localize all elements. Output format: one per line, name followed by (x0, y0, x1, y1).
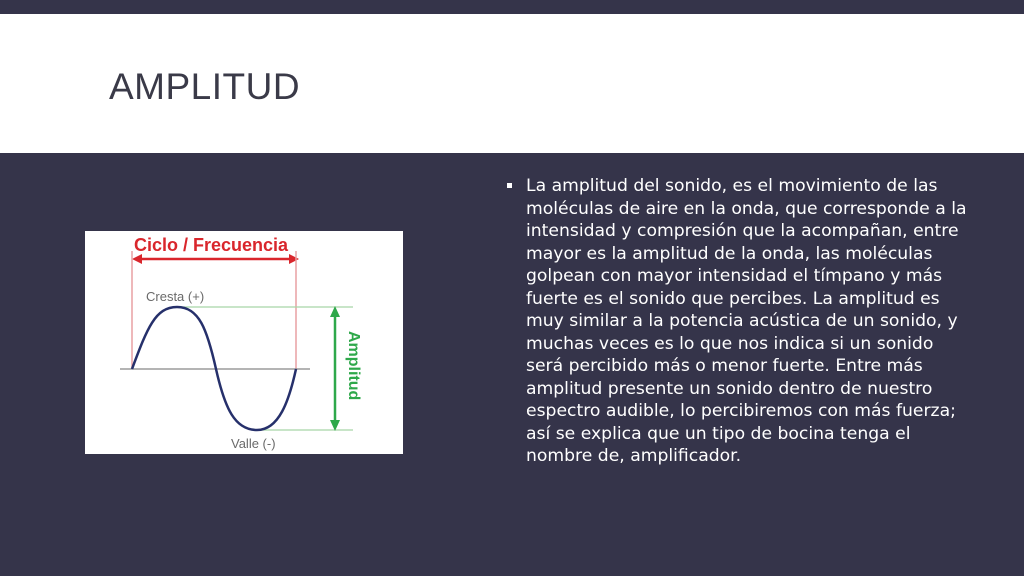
bullet-item: La amplitud del sonido, es el movimiento de las moléculas de aire en la onda, que corresponde a la intensidad y compresión que la acompañan, entre mayor es la amplitud de la onda, las moléculas golpean con mayor intensidad el tímpano y más fuerte es el sonido que percibes. La amplitud es muy similar a la potencia acústica de un sonido, y muchas veces es lo que nos indica si un sonido será percibido más o menor fuerte. Entre más amplitud presente un sonido dentro de nuestro espectro audible, lo percibiremos con más fuerza; así se explica que un tipo de bocina tenga el nombre de, amplificador. (526, 176, 967, 466)
slide-title: AMPLITUD (109, 66, 301, 107)
amplitude-arrow (330, 306, 340, 431)
bullet-marker-icon (507, 183, 512, 188)
bullet-list (507, 175, 967, 468)
trough-label: Valle (-) (231, 436, 276, 451)
amplitude-diagram-svg (85, 231, 403, 454)
cycle-label: Ciclo / Frecuencia (134, 235, 289, 255)
crest-label: Cresta (+) (146, 289, 205, 304)
amplitude-label: Amplitud (345, 331, 362, 401)
cycle-arrow (132, 254, 299, 264)
amplitude-diagram (85, 231, 403, 454)
